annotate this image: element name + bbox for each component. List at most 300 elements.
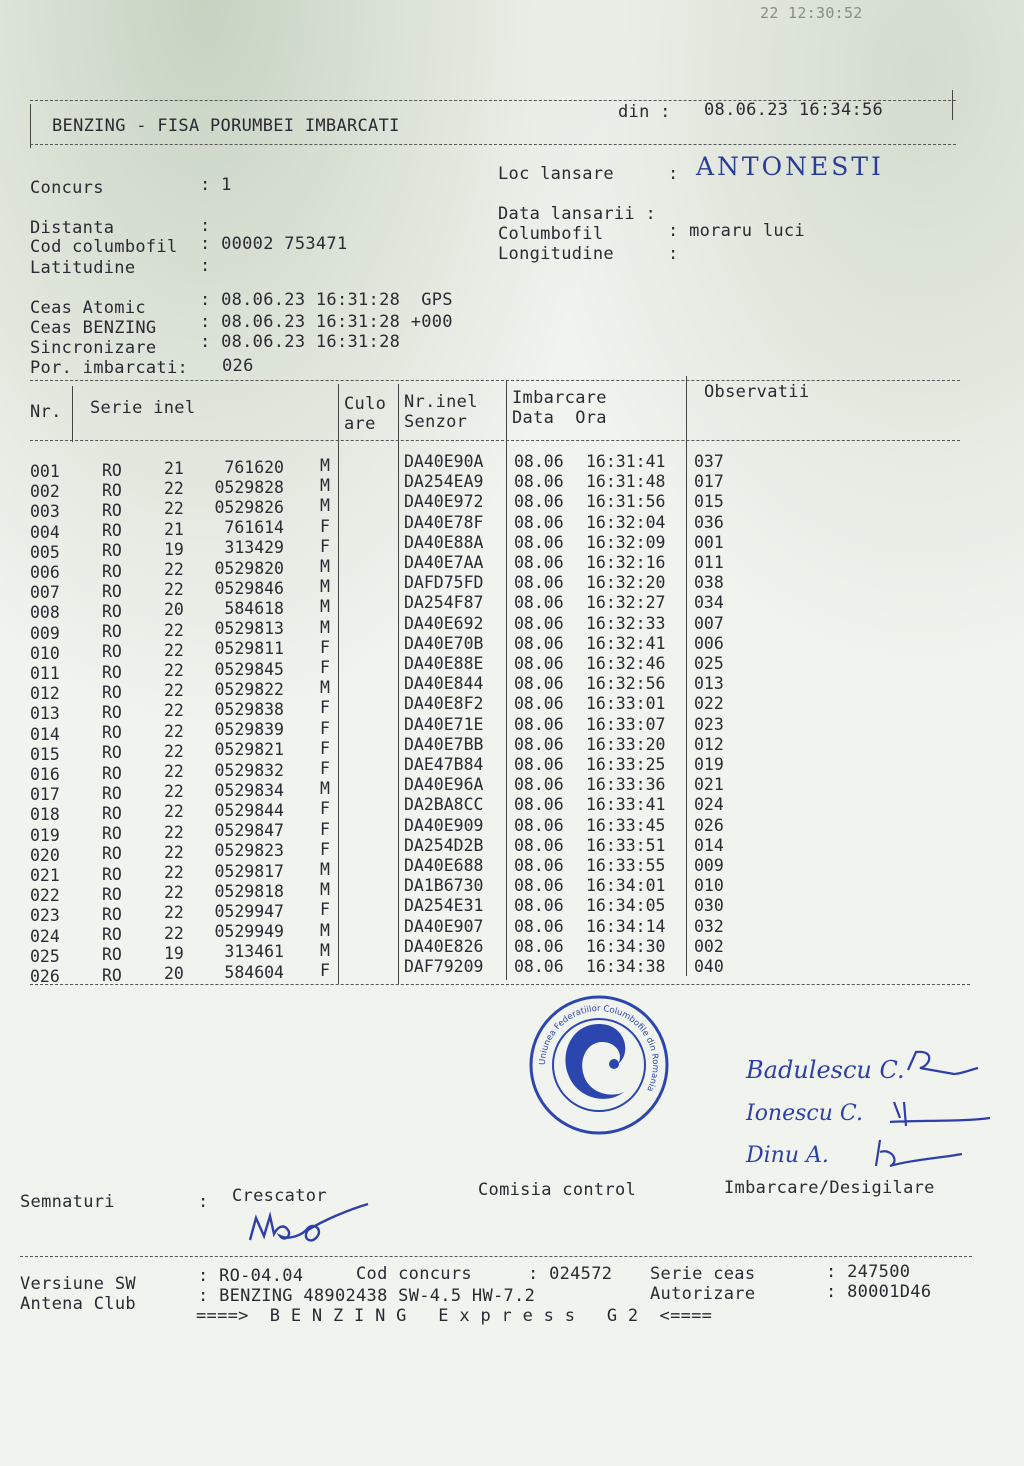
row-observation: 023 xyxy=(694,714,724,734)
row-time: 16:34:38 xyxy=(586,957,666,976)
row-time: 16:33:01 xyxy=(586,694,666,714)
row-country: RO xyxy=(102,460,122,480)
row-date: 08.06 xyxy=(514,472,564,492)
row-country: RO xyxy=(102,541,122,561)
row-sensor-id: DA254D2B xyxy=(404,835,484,855)
row-time: 16:31:48 xyxy=(586,472,666,492)
row-nr: 004 xyxy=(30,522,60,542)
versiune-sw-value: : RO-04.04 xyxy=(198,1266,304,1286)
row-sensor-id: DA40E88A xyxy=(404,532,484,552)
row-date: 08.06 xyxy=(514,876,564,896)
header-left-border xyxy=(30,104,31,148)
row-country: RO xyxy=(102,682,122,702)
row-sex: F xyxy=(320,637,330,657)
row-time: 16:32:56 xyxy=(586,674,666,694)
row-date: 08.06 xyxy=(514,714,564,734)
col-header-culoare-1: Culo xyxy=(344,394,387,414)
row-time: 16:32:20 xyxy=(586,573,666,593)
row-year: 22 xyxy=(164,499,184,519)
row-sex: M xyxy=(320,779,330,799)
row-ring-number: 0529832 xyxy=(214,760,284,780)
row-country: RO xyxy=(102,884,122,904)
longitudine-label: Longitudine xyxy=(498,244,614,264)
row-time: 16:32:09 xyxy=(586,532,666,552)
row-sex: F xyxy=(320,961,330,980)
federation-stamp xyxy=(528,994,670,1136)
row-year: 22 xyxy=(164,721,184,741)
row-nr: 012 xyxy=(30,684,60,704)
row-observation: 012 xyxy=(694,734,724,754)
row-country: RO xyxy=(102,904,122,924)
row-nr: 017 xyxy=(30,785,60,805)
crescator-label: Crescator xyxy=(232,1186,327,1206)
row-observation: 019 xyxy=(694,755,724,774)
row-country: RO xyxy=(102,844,122,864)
row-sex: M xyxy=(320,880,330,900)
row-ring-number: 0529845 xyxy=(214,659,284,679)
latitudine-label: Latitudine xyxy=(30,258,136,278)
row-ring-number: 761620 xyxy=(224,457,284,477)
row-sex: F xyxy=(320,738,330,758)
row-country: RO xyxy=(102,864,122,884)
row-country: RO xyxy=(102,561,122,581)
row-date: 08.06 xyxy=(514,532,564,552)
row-date: 08.06 xyxy=(514,916,564,936)
row-year: 19 xyxy=(164,943,184,963)
row-observation: 040 xyxy=(694,957,724,976)
row-country: RO xyxy=(102,702,122,722)
row-time: 16:33:20 xyxy=(586,734,666,754)
row-year: 22 xyxy=(164,883,184,903)
row-ring-number: 0529838 xyxy=(214,699,284,719)
concurs-value: : 1 xyxy=(200,175,232,195)
row-time: 16:33:07 xyxy=(586,714,666,734)
row-observation: 030 xyxy=(694,896,724,916)
row-date: 08.06 xyxy=(514,452,564,471)
row-year: 22 xyxy=(164,802,184,822)
row-time: 16:31:41 xyxy=(586,452,666,471)
row-sensor-id: DA40E688 xyxy=(404,856,484,875)
row-date: 08.06 xyxy=(514,694,564,714)
row-year: 22 xyxy=(164,923,184,943)
columbofil-label: Columbofil xyxy=(498,224,604,244)
row-ring-number: 0529844 xyxy=(214,800,284,820)
row-country: RO xyxy=(102,783,122,803)
col-header-serie: Serie inel xyxy=(90,398,196,418)
row-year: 22 xyxy=(164,842,184,862)
row-sex: F xyxy=(320,839,330,859)
antena-club-label: Antena Club xyxy=(20,1294,136,1314)
row-observation: 009 xyxy=(694,856,724,875)
commission-signatures xyxy=(740,1040,1000,1180)
row-year: 22 xyxy=(164,822,184,842)
row-observation: 013 xyxy=(694,674,724,694)
ceas-benzing-value: : 08.06.23 16:31:28 +000 xyxy=(200,312,453,332)
row-sensor-id: DA40E88E xyxy=(404,654,484,673)
row-observation: 025 xyxy=(694,654,724,673)
row-country: RO xyxy=(102,824,122,844)
row-nr: 018 xyxy=(30,805,60,825)
loc-lansare-sep: : xyxy=(668,164,679,184)
row-year: 19 xyxy=(164,539,184,559)
row-sex: F xyxy=(320,718,330,738)
row-sex: F xyxy=(320,759,330,778)
row-sensor-id: DA40E972 xyxy=(404,492,484,512)
row-year: 22 xyxy=(164,580,184,600)
row-sensor-id: DA254E31 xyxy=(404,896,484,916)
row-nr: 001 xyxy=(30,462,60,481)
row-time: 16:34:01 xyxy=(586,876,666,896)
signature-3: Dinu A. xyxy=(746,1143,829,1168)
row-time: 16:34:05 xyxy=(586,896,666,916)
table-row xyxy=(0,957,1000,986)
row-year: 22 xyxy=(164,640,184,660)
row-date: 08.06 xyxy=(514,755,564,774)
row-observation: 032 xyxy=(694,916,724,936)
row-date: 08.06 xyxy=(514,512,564,532)
row-ring-number: 0529820 xyxy=(214,558,284,578)
row-nr: 021 xyxy=(30,866,60,885)
row-date: 08.06 xyxy=(514,775,564,795)
row-sex: M xyxy=(320,860,330,879)
row-country: RO xyxy=(102,601,122,621)
loc-lansare-label: Loc lansare xyxy=(498,164,614,184)
row-nr: 013 xyxy=(30,704,60,724)
por-imbarcati-label: Por. imbarcati: xyxy=(30,358,189,378)
row-ring-number: 0529811 xyxy=(214,639,284,659)
col-header-imbarcare-1: Imbarcare xyxy=(512,388,607,408)
row-observation: 015 xyxy=(694,492,724,512)
row-nr: 002 xyxy=(30,482,60,502)
row-sensor-id: DA254EA9 xyxy=(404,472,484,492)
row-country: RO xyxy=(102,803,122,823)
row-sensor-id: DAF79209 xyxy=(404,957,484,976)
row-year: 22 xyxy=(164,863,184,882)
row-date: 08.06 xyxy=(514,593,564,613)
row-nr: 006 xyxy=(30,563,60,582)
row-country: RO xyxy=(102,965,122,985)
row-year: 20 xyxy=(164,964,184,983)
row-date: 08.06 xyxy=(514,674,564,694)
row-sex: F xyxy=(320,900,330,920)
row-sensor-id: DAE47B84 xyxy=(404,755,484,774)
row-time: 16:32:04 xyxy=(586,512,666,532)
row-year: 22 xyxy=(164,560,184,579)
row-sensor-id: DA40E826 xyxy=(404,936,484,956)
row-nr: 007 xyxy=(30,583,60,603)
row-time: 16:33:55 xyxy=(586,856,666,875)
table-header-bottom-border xyxy=(30,440,960,441)
row-nr: 011 xyxy=(30,664,60,683)
row-country: RO xyxy=(102,743,122,763)
row-year: 22 xyxy=(164,620,184,640)
row-ring-number: 0529823 xyxy=(214,841,284,861)
row-date: 08.06 xyxy=(514,492,564,512)
row-year: 22 xyxy=(164,661,184,680)
row-sex: F xyxy=(320,658,330,677)
row-time: 16:34:30 xyxy=(586,936,666,956)
row-date: 08.06 xyxy=(514,936,564,956)
row-nr: 025 xyxy=(30,946,60,966)
table-row xyxy=(0,452,1000,481)
row-nr: 009 xyxy=(30,623,60,643)
row-observation: 001 xyxy=(694,532,724,552)
row-date: 08.06 xyxy=(514,957,564,976)
row-observation: 036 xyxy=(694,512,724,532)
row-sensor-id: DA1B6730 xyxy=(404,876,484,896)
row-date: 08.06 xyxy=(514,613,564,633)
comisia-control-label: Comisia control xyxy=(478,1180,637,1200)
row-time: 16:33:36 xyxy=(586,775,666,795)
latitudine-value: : xyxy=(200,256,211,276)
row-date: 08.06 xyxy=(514,633,564,653)
report-title: BENZING - FISA PORUMBEI IMBARCATI xyxy=(52,116,400,136)
row-year: 22 xyxy=(164,479,184,499)
row-sex: M xyxy=(320,496,330,516)
row-observation: 021 xyxy=(694,775,724,795)
footer-divider xyxy=(20,1256,972,1257)
row-year: 22 xyxy=(164,701,184,721)
row-sensor-id: DA40E8F2 xyxy=(404,694,484,714)
row-time: 16:32:46 xyxy=(586,654,666,673)
cod-columbofil-label: Cod columbofil xyxy=(30,237,178,257)
row-time: 16:34:14 xyxy=(586,916,666,936)
sincronizare-value: : 08.06.23 16:31:28 xyxy=(200,332,401,352)
row-observation: 011 xyxy=(694,553,724,572)
row-observation: 014 xyxy=(694,835,724,855)
versiune-sw-label: Versiune SW xyxy=(20,1274,136,1294)
row-sex: M xyxy=(320,597,330,617)
row-nr: 023 xyxy=(30,906,60,926)
row-date: 08.06 xyxy=(514,815,564,835)
row-ring-number: 0529949 xyxy=(214,922,284,942)
col-header-nrinel-1: Nr.inel xyxy=(404,392,478,412)
row-sex: F xyxy=(320,536,330,556)
autorizare-value: : 80001D46 xyxy=(826,1282,932,1302)
sincronizare-label: Sincronizare xyxy=(30,338,157,358)
ceas-benzing-label: Ceas BENZING xyxy=(30,318,157,338)
data-lansarii-label: Data lansarii : xyxy=(498,204,657,224)
row-time: 16:33:45 xyxy=(586,815,666,835)
row-ring-number: 0529847 xyxy=(214,821,284,841)
row-time: 16:32:16 xyxy=(586,553,666,572)
din-value: 08.06.23 16:34:56 xyxy=(704,100,884,120)
col-divider-nr xyxy=(72,386,73,442)
row-ring-number: 0529821 xyxy=(214,740,284,760)
row-observation: 026 xyxy=(694,815,724,835)
table-row xyxy=(0,553,1000,582)
row-year: 22 xyxy=(164,903,184,923)
row-country: RO xyxy=(102,662,122,682)
benzing-banner: ====> B E N Z I N G E x p r e s s G 2 <==== xyxy=(196,1306,713,1326)
row-sex: M xyxy=(320,476,330,496)
row-sex: M xyxy=(320,678,330,698)
autorizare-label: Autorizare xyxy=(650,1284,756,1304)
row-time: 16:32:33 xyxy=(586,613,666,633)
row-sex: M xyxy=(320,920,330,940)
row-year: 21 xyxy=(164,519,184,539)
row-observation: 038 xyxy=(694,573,724,593)
row-ring-number: 584618 xyxy=(224,598,284,618)
row-date: 08.06 xyxy=(514,654,564,673)
row-date: 08.06 xyxy=(514,835,564,855)
row-country: RO xyxy=(102,763,122,783)
col-header-nrinel-2: Senzor xyxy=(404,412,468,432)
row-ring-number: 0529822 xyxy=(214,679,284,699)
row-sensor-id: DA254F87 xyxy=(404,593,484,613)
row-ring-number: 313429 xyxy=(224,538,284,558)
row-nr: 015 xyxy=(30,744,60,764)
ceas-atomic-label: Ceas Atomic xyxy=(30,298,146,318)
cod-concurs-label: Cod concurs xyxy=(356,1264,472,1284)
row-ring-number: 0529828 xyxy=(214,477,284,497)
row-nr: 008 xyxy=(30,603,60,623)
row-time: 16:32:41 xyxy=(586,633,666,653)
row-country: RO xyxy=(102,925,122,945)
header-right-border xyxy=(952,90,953,120)
semnaturi-sep: : xyxy=(198,1192,209,1212)
row-year: 22 xyxy=(164,741,184,761)
row-nr: 026 xyxy=(30,967,60,986)
row-date: 08.06 xyxy=(514,553,564,572)
row-sensor-id: DA40E90A xyxy=(404,452,484,471)
row-sex: F xyxy=(320,516,330,536)
crescator-signature xyxy=(244,1200,374,1250)
row-sensor-id: DA2BA8CC xyxy=(404,795,484,815)
loc-lansare-value: ANTONESTI xyxy=(696,152,884,181)
row-sensor-id: DA40E7AA xyxy=(404,553,484,572)
stamp-ring-text: Uniunea Federatiilor Columbofile din Romania xyxy=(537,1003,661,1094)
row-nr: 024 xyxy=(30,926,60,946)
row-year: 22 xyxy=(164,762,184,781)
columbofil-value: : moraru luci xyxy=(668,221,805,241)
row-country: RO xyxy=(102,642,122,662)
col-header-imbarcare-2: Data Ora xyxy=(512,408,607,428)
row-ring-number: 761614 xyxy=(224,518,284,538)
antena-club-value: : BENZING 48902438 SW-4.5 HW-7.2 xyxy=(198,1286,536,1306)
din-label: din : xyxy=(618,102,671,122)
row-sensor-id: DA40E844 xyxy=(404,674,484,694)
cod-columbofil-value: : 00002 753471 xyxy=(200,234,348,254)
row-sex: M xyxy=(320,577,330,597)
col-header-nr: Nr. xyxy=(30,402,62,422)
row-country: RO xyxy=(102,622,122,642)
row-nr: 005 xyxy=(30,542,60,562)
row-ring-number: 0529834 xyxy=(214,780,284,800)
row-time: 16:32:27 xyxy=(586,593,666,613)
row-sensor-id: DA40E70B xyxy=(404,633,484,653)
header-bottom-border xyxy=(30,144,956,145)
row-sex: M xyxy=(320,940,330,960)
row-country: RO xyxy=(102,945,122,965)
semnaturi-label: Semnaturi xyxy=(20,1192,115,1212)
distanta-label: Distanta xyxy=(30,218,115,238)
table-row xyxy=(0,654,1000,683)
row-time: 16:33:25 xyxy=(586,755,666,774)
row-observation: 034 xyxy=(694,593,724,613)
row-observation: 007 xyxy=(694,613,724,633)
row-sensor-id: DA40E96A xyxy=(404,775,484,795)
longitudine-value: : xyxy=(668,244,679,264)
row-ring-number: 0529817 xyxy=(214,861,284,881)
serie-ceas-value: : 247500 xyxy=(826,1262,911,1282)
row-nr: 022 xyxy=(30,886,60,906)
row-nr: 010 xyxy=(30,643,60,663)
row-observation: 010 xyxy=(694,876,724,896)
table-row xyxy=(0,856,1000,885)
row-sensor-id: DA40E7BB xyxy=(404,734,484,754)
signature-1: Badulescu C. xyxy=(746,1056,905,1084)
row-date: 08.06 xyxy=(514,856,564,875)
row-nr: 003 xyxy=(30,502,60,522)
row-sex: M xyxy=(320,557,330,576)
col-header-culoare-2: are xyxy=(344,414,376,434)
row-sex: F xyxy=(320,799,330,819)
row-ring-number: 0529813 xyxy=(214,619,284,639)
distanta-value: : xyxy=(200,216,211,236)
row-date: 08.06 xyxy=(514,795,564,815)
row-sex: F xyxy=(320,819,330,839)
row-sensor-id: DA40E71E xyxy=(404,714,484,734)
row-sex: M xyxy=(320,617,330,637)
row-nr: 016 xyxy=(30,765,60,784)
row-time: 16:31:56 xyxy=(586,492,666,512)
row-year: 21 xyxy=(164,459,184,478)
row-year: 20 xyxy=(164,600,184,620)
row-date: 08.06 xyxy=(514,734,564,754)
cod-concurs-value: : 024572 xyxy=(528,1264,613,1284)
imbarcare-desigilare-label: Imbarcare/Desigilare xyxy=(724,1178,935,1198)
row-sex: M xyxy=(320,456,330,475)
row-sex: F xyxy=(320,698,330,718)
row-observation: 006 xyxy=(694,633,724,653)
signature-2: Ionescu C. xyxy=(746,1101,863,1126)
row-sensor-id: DA40E909 xyxy=(404,815,484,835)
row-ring-number: 584604 xyxy=(224,962,284,982)
row-country: RO xyxy=(102,521,122,541)
row-nr: 019 xyxy=(30,825,60,845)
table-top-border xyxy=(30,380,960,381)
row-date: 08.06 xyxy=(514,896,564,916)
row-sensor-id: DA40E907 xyxy=(404,916,484,936)
row-sensor-id: DA40E692 xyxy=(404,613,484,633)
row-ring-number: 313461 xyxy=(224,942,284,962)
col-header-observatii: Observatii xyxy=(704,382,810,402)
row-ring-number: 0529846 xyxy=(214,578,284,598)
corner-time: 22 12:30:52 xyxy=(760,4,863,22)
row-country: RO xyxy=(102,480,122,500)
row-observation: 037 xyxy=(694,452,724,471)
row-ring-number: 0529826 xyxy=(214,497,284,517)
row-observation: 017 xyxy=(694,472,724,492)
row-ring-number: 0529947 xyxy=(214,901,284,921)
row-observation: 002 xyxy=(694,936,724,956)
table-row xyxy=(0,755,1000,784)
ceas-atomic-value: : 08.06.23 16:31:28 GPS xyxy=(200,290,453,310)
row-country: RO xyxy=(102,581,122,601)
row-ring-number: 0529818 xyxy=(214,881,284,901)
row-sensor-id: DAFD75FD xyxy=(404,573,484,593)
row-year: 22 xyxy=(164,681,184,701)
row-observation: 022 xyxy=(694,694,724,714)
row-year: 22 xyxy=(164,782,184,802)
row-date: 08.06 xyxy=(514,573,564,593)
table-bottom-border xyxy=(30,984,970,985)
por-imbarcati-value: 026 xyxy=(222,356,254,376)
row-nr: 020 xyxy=(30,845,60,865)
row-country: RO xyxy=(102,723,122,743)
row-nr: 014 xyxy=(30,724,60,744)
